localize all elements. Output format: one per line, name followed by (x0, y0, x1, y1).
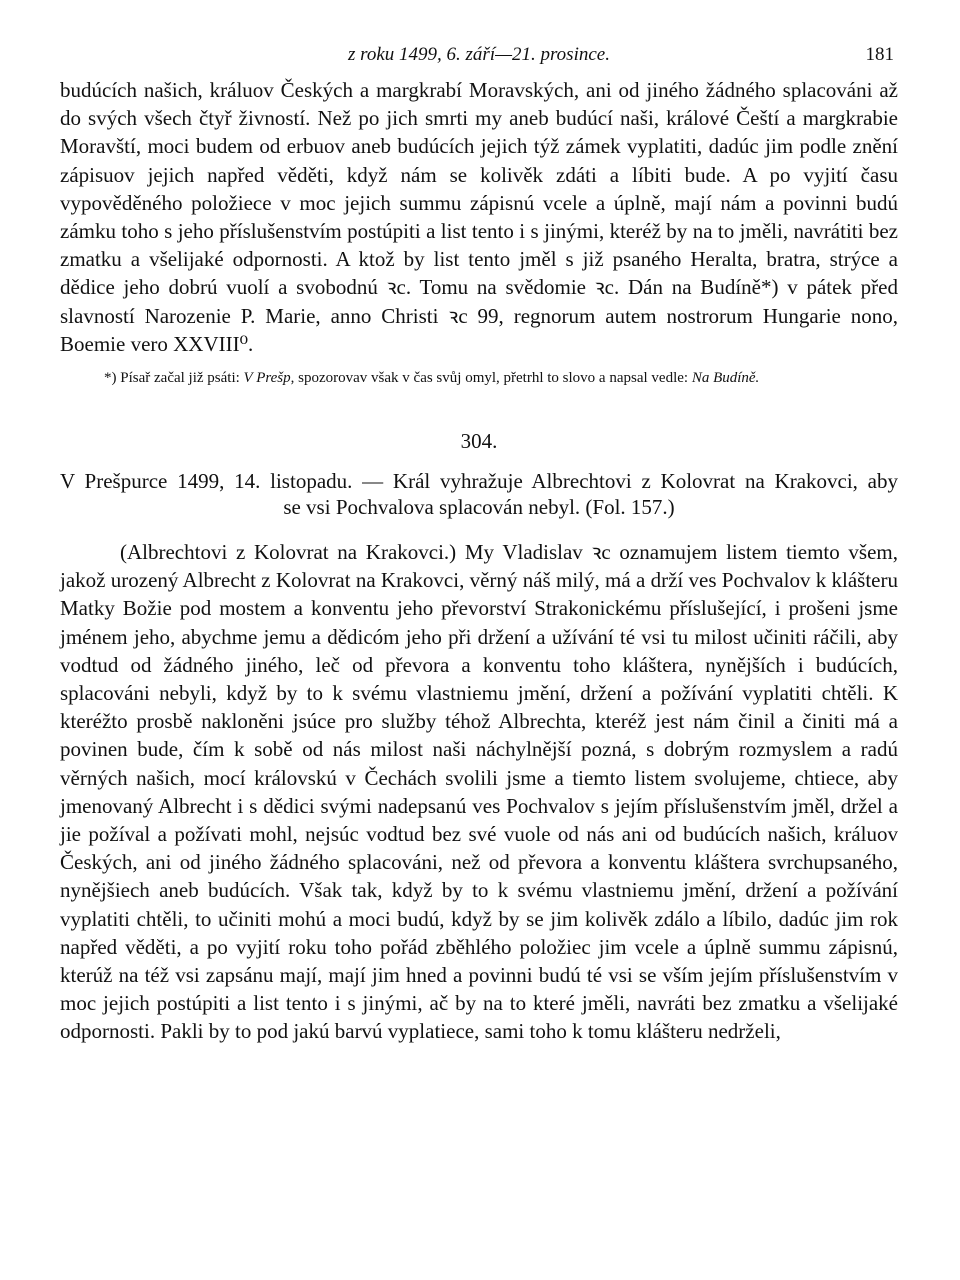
footnote-text-before: Písař začal již psáti: (116, 370, 244, 387)
footnote-mark: *) (104, 370, 117, 387)
document-regest (60, 468, 898, 520)
footnote-italic-2: Na Budíně. (691, 370, 760, 387)
regest-line-2: se vsi Pochvalova splacován nebyl. (Fol. 157.) (283, 495, 675, 520)
document-number: 304. (460, 429, 498, 454)
regest-line-1: V Prešpurce 1499, 14. listopadu. — Král vyhražuje Albrechtovi z Kolovrat na Krakovci, aby (60, 469, 898, 494)
running-title: z roku 1499, 6. září—21. prosince. (348, 44, 610, 65)
document-body: (Albrechtovi z Kolovrat na Krakovci.) My Vladislav ꝛc oznamujem listem tiemto všem, jakož urozený Albrecht z Kolovrat na Krakovci, věrný náš milý, má a drží ves Pochvalov k klášteru Matky Božie pod mostem a konventu jeho převorství Strakonickému příslušející, i prošeni jsme jménem jeho, abychme jemu a dědicóm jeho při držení a užívání té vsi tu milost učiniti ráčili, aby vodtud od žádného jiného, leč od převora a konventu toho kláštera, nynějších i budúcích, splacováni nebyli, když by to k svému vlastniemu jmění, držení a požívání vyplatiti chtěli. K kteréžto prosbě nakloněni jsúce pro služby téhož Albrechta, kteréž jest nám činil a činiti má a povinen bude, čím k sobě od nás milost naši náchylnější pozná, s dobrým rozmyslem a radú věrných našich, mocí královskú v Čechách svolili jsme a tiemto listem svolujeme, chtiece, aby jmenovaný Albrecht i s dědici svými nadepsanú ves Pochvalov s jejím příslušenstvím jměl, držel a jie požíval a požívati mohl, nejsúc vodtud bez své vuole od nás ani od budúcích našich, králuov Českých, ani od jiného žádného splacováni, než od převora a konventu kláštera svrchupsaného, nynějšiech aneb budúcích. Však tak, když by to k svému vlastniemu jmění, držení a požívání vyplatiti chtěli, to učiniti mohú a moci budú, když by se jim kolivěk zdálo a líbilo, dadúc jim rok napřed věděti, a po vyjití roku toho pořád zběhlého položiec jim vcele a úplně summu zápisnú, kterúž na též vsi zapsánu mají, mají jim hned a povinni budú té vsi se vším jejím příslušenstvím v moc jejich postúpiti a list tento i s jinými, ač by na to které jměli, navráti bez zmatku a všelijaké odpornosti. Pakli by to pod jakú barvú vyplatiece, sami toho k tomu klášteru nedrželi, (60, 540, 898, 1044)
page-number: 181 (865, 44, 894, 65)
footnote-text-middle: , spozorovav však v čas svůj omyl, přetrhl to slovo a napsal vedle: (290, 370, 692, 387)
footnote (60, 368, 898, 389)
document-page (60, 36, 898, 1046)
continuation-paragraph: budúcích našich, králuov Českých a margkrabí Moravských, ani od jiného žádného splacováni až do svých všech čtyř živností. Než po jich smrti my aneb budúcí naši, králové Čeští a margkrabie Moravští, moci budem od erbuov aneb budúcích jejich týž zámek vyplatiti, dadúc jim podle znění zápisuov jejich napřed věděti, když nám se kolivěk zdáti a líbiti bude. A po vyjití času vypověděného položiece v moc jejich summu zápisnú vcele a úplně, mají nám a povinni budú zámku toho s jeho příslušenstvím postúpiti a list tento i s jinými, kteréž by na to jměli, navrátiti bez zmatku a všelijaké odpornosti. A ktož by list tento jměl s již psaného Heralta, bratra, strýce a dědice jeho dobrú vuolí a svobodnú ꝛc. Tomu na svědomie ꝛc. Dán na Budíně*) v pátek před slavností Narozenie P. Marie, anno Christi ꝛc 99, regnorum autem nostrorum Hungarie nono, Boemie vero XXVIII⁰. (60, 78, 898, 356)
footnote-italic-1: V Prešp (243, 370, 291, 387)
running-head (60, 36, 898, 76)
